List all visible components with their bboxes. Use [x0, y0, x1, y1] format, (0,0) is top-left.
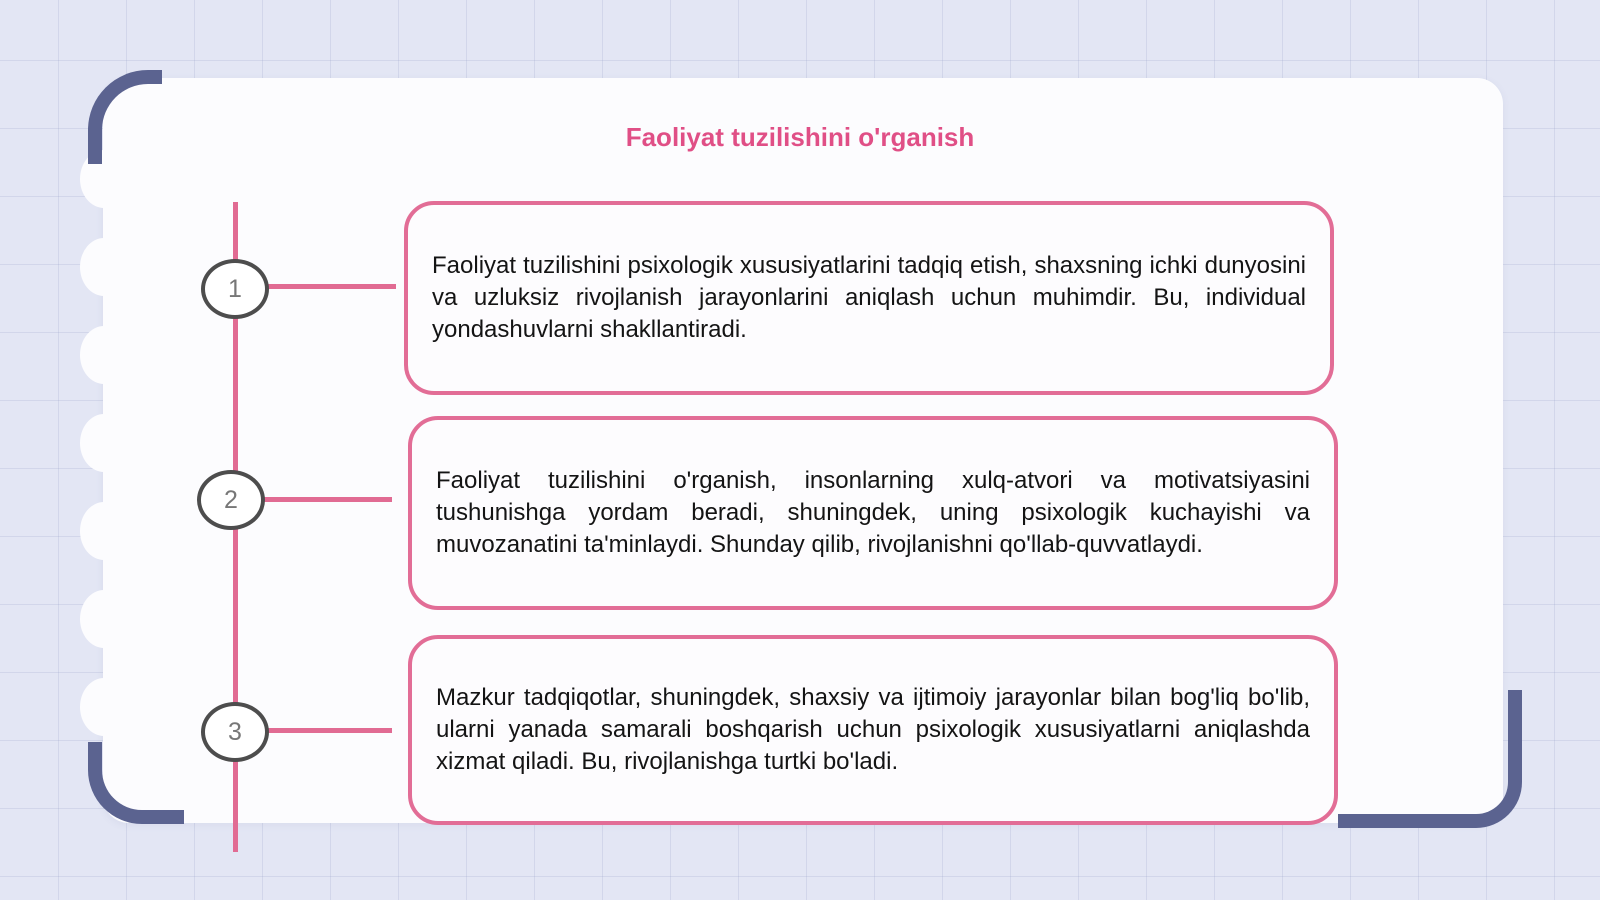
step-number-circle	[197, 470, 265, 530]
step-box	[404, 201, 1334, 395]
paper-scallop	[80, 502, 128, 560]
paper-scallop	[80, 238, 128, 296]
timeline-connector	[262, 497, 392, 502]
step-text: Faoliyat tuzilishini o'rganish, insonlarning xulq-atvori va motivatsiyasini tushunishga yordam beradi, shuningdek, uning psixologik kuchayishi va muvozanatini ta'minlaydi. Shunday qilib, rivojlanishni qo'llab-quvvatlaydi.	[436, 467, 1310, 558]
step-text: Mazkur tadqiqotlar, shuningdek, shaxsiy va ijtimoiy jarayonlar bilan bog'liq bo'lib, ularni yanada samarali boshqarish uchun psixologik xususiyatlarni aniqlashda xizmat qiladi. Bu, rivojlanishga turtki bo'ladi.	[436, 684, 1310, 775]
paper-scallop	[80, 414, 128, 472]
paper-scallop	[80, 326, 128, 384]
step-box	[408, 635, 1338, 825]
corner-bracket-bottom-left	[88, 742, 184, 824]
step-number: 2	[224, 485, 238, 514]
slide-title: Faoliyat tuzilishini o'rganish	[625, 122, 975, 152]
timeline-connector	[266, 728, 392, 733]
timeline-connector	[266, 284, 396, 289]
step-number: 3	[228, 717, 242, 746]
paper-scallop	[80, 678, 128, 736]
corner-bracket-bottom-right	[1338, 690, 1522, 828]
paper-scallop	[80, 590, 128, 648]
step-text: Faoliyat tuzilishini psixologik xususiyatlarini tadqiq etish, shaxsning ichki dunyosini va uzluksiz rivojlanish jarayonlarini aniqlash uchun muhimdir. Bu, individual yondashuvlarni shakllantiradi.	[432, 252, 1306, 343]
step-number: 1	[228, 274, 242, 303]
step-number-circle	[201, 259, 269, 319]
step-box	[408, 416, 1338, 610]
step-number-circle	[201, 702, 269, 762]
